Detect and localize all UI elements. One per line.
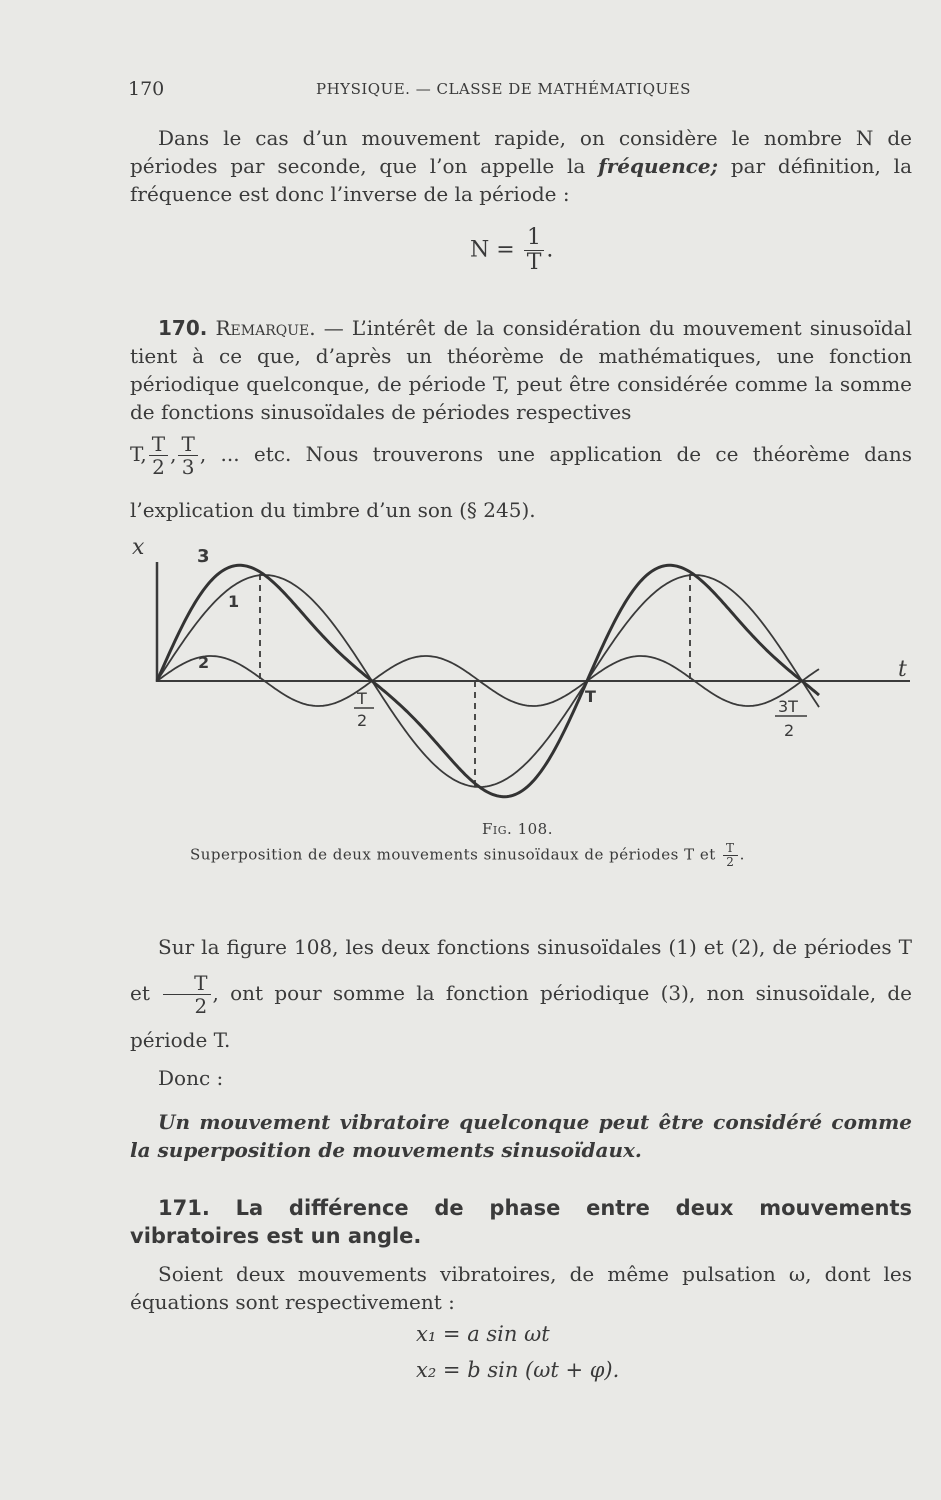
series-frac1-num: T bbox=[149, 433, 168, 456]
para1-text-b: par définition, la fréquence est donc l’inverse de la période : bbox=[130, 154, 912, 206]
paragraph-frequency bbox=[130, 124, 912, 208]
formula-fraction bbox=[524, 226, 545, 275]
series-frac-third bbox=[178, 433, 197, 478]
donc-line: Donc : bbox=[158, 1066, 224, 1090]
section-170-label: Remarque. bbox=[215, 316, 316, 340]
caption-frac-num: T bbox=[723, 842, 738, 856]
series-end: , ... etc. Nous trouverons une application de ce théorème dans l’explication du timbre d’un son (§ 245). bbox=[130, 442, 912, 522]
conclusion-statement: Un mouvement vibratoire quelconque peut être considéré comme la superposition de mouvements sinusoïdaux. bbox=[130, 1110, 912, 1162]
section-170-number: 170. bbox=[158, 316, 208, 340]
para2-frac-den: 2 bbox=[194, 994, 208, 1018]
tick-half-den: 2 bbox=[357, 711, 368, 730]
figure-caption-text: Superposition de deux mouvements sinusoïdaux de périodes T et bbox=[190, 845, 716, 864]
formula-tail: . bbox=[546, 237, 554, 263]
frequency-term: fréquence; bbox=[598, 154, 719, 178]
tick-3half-den: 2 bbox=[784, 721, 795, 740]
formula-numerator: 1 bbox=[524, 226, 545, 251]
para1-text-a: Dans le cas d’un mouvement rapide, on considère le nombre N de périodes par seconde, que l’on appelle la bbox=[130, 126, 912, 178]
frequency-formula bbox=[470, 226, 553, 275]
paragraph-equations-intro: Soient deux mouvements vibratoires, de même pulsation ω, dont les équations sont respectivement : bbox=[130, 1262, 912, 1314]
section-170-text: — L’intérêt de la considération du mouvement sinusoïdal tient à ce que, d’après un théorème de mathématiques, une fonction périodique quelconque, de période T, peut être considérée comme la somme de fonctions sinusoïdales de périodes respectives bbox=[130, 316, 912, 424]
formula-denominator: T bbox=[526, 250, 542, 276]
x-axis-label: x bbox=[132, 535, 145, 560]
paragraph-figure-explanation bbox=[130, 924, 912, 1063]
curve-label-2: 2 bbox=[198, 653, 210, 672]
figure-caption bbox=[190, 842, 890, 869]
equation-2: x₂ = b sin (ωt + φ). bbox=[416, 1358, 620, 1382]
caption-frac-den: 2 bbox=[726, 855, 735, 870]
tick-3half-num: 3T bbox=[778, 697, 798, 716]
tick-half-num: T bbox=[357, 689, 367, 708]
section-171-heading bbox=[130, 1194, 912, 1250]
series-start: T, bbox=[130, 442, 147, 466]
curve-label-3: 3 bbox=[197, 546, 210, 567]
section-170 bbox=[130, 314, 912, 426]
tick-half-period bbox=[354, 689, 374, 730]
caption-fraction bbox=[723, 842, 738, 869]
period-series: T, $\frac{T}{2}$ , $\frac{T}{3}$ , ... etc. Nous trouverons une application de ce théorème dans l’explication du timbre d’un son (§ 245). bbox=[130, 432, 912, 522]
t-axis-label: t bbox=[898, 657, 907, 682]
page-number: 170 bbox=[128, 78, 165, 100]
para2-text-b: , ont pour somme la fonction périodique (3), non sinusoïdale, de période T. bbox=[130, 981, 913, 1052]
section-171-title: La différence de phase entre deux mouvements vibratoires est un angle. bbox=[130, 1196, 913, 1248]
section-171-number: 171. bbox=[158, 1196, 210, 1220]
para2-frac-num: T bbox=[163, 972, 210, 995]
figure-number: Fig. 108. bbox=[482, 820, 553, 838]
caption-tail: . bbox=[739, 845, 745, 864]
tick-three-half-period bbox=[775, 697, 807, 740]
tick-period: T bbox=[585, 687, 596, 706]
running-title: PHYSIQUE. — CLASSE DE MATHÉMATIQUES bbox=[316, 80, 691, 98]
formula-lhs: N = bbox=[470, 237, 515, 263]
series-frac1-den: 2 bbox=[152, 455, 165, 479]
series-frac2-den: 3 bbox=[181, 455, 195, 479]
page-header bbox=[128, 78, 908, 104]
figure-108-graph bbox=[130, 532, 920, 832]
para2-fraction bbox=[163, 972, 210, 1017]
curve-label-1: 1 bbox=[228, 592, 240, 611]
equation-1: x₁ = a sin ωt bbox=[416, 1322, 550, 1346]
series-frac2-num: T bbox=[178, 433, 197, 456]
series-frac-half bbox=[149, 433, 168, 478]
para2-text-a: Sur la figure 108, les deux fonctions sinusoïdales (1) et (2), de périodes T et bbox=[130, 935, 912, 1005]
